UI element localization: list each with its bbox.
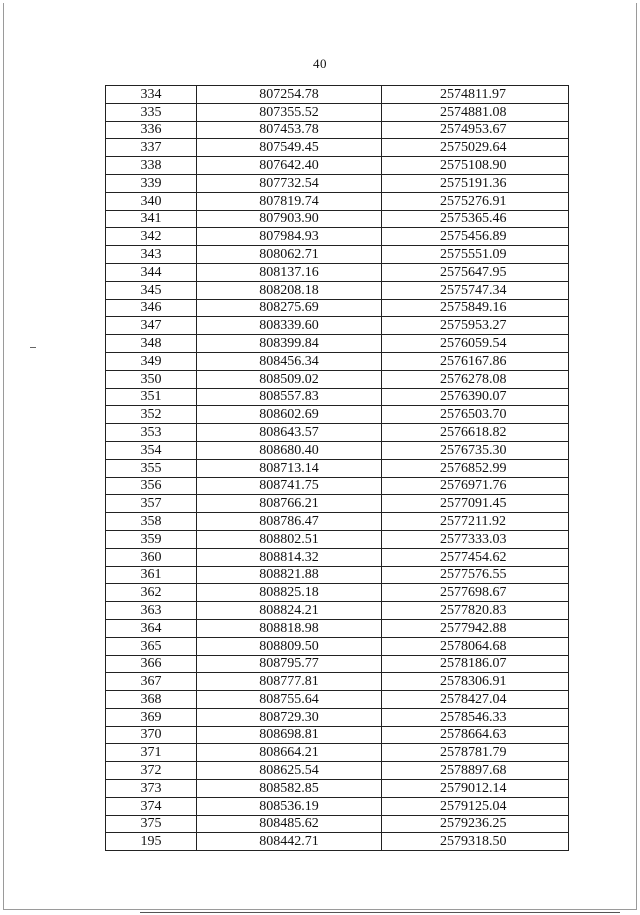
- y-coordinate-cell: 2577698.67: [382, 584, 569, 602]
- x-coordinate-cell: 808713.14: [197, 459, 382, 477]
- table-row: [106, 86, 569, 104]
- point-number-cell: 373: [106, 780, 197, 798]
- table-row: [106, 263, 569, 281]
- table-row: [106, 406, 569, 424]
- x-coordinate-cell: 808664.21: [197, 744, 382, 762]
- y-coordinate-cell: 2579236.25: [382, 815, 569, 833]
- x-coordinate-cell: 808557.83: [197, 388, 382, 406]
- point-number-cell: 364: [106, 619, 197, 637]
- point-number-cell: 354: [106, 441, 197, 459]
- x-coordinate-cell: 807453.78: [197, 121, 382, 139]
- table-row: [106, 655, 569, 673]
- point-number-cell: 195: [106, 833, 197, 851]
- x-coordinate-cell: 807984.93: [197, 228, 382, 246]
- table-row: [106, 691, 569, 709]
- table-row: [106, 370, 569, 388]
- y-coordinate-cell: 2578781.79: [382, 744, 569, 762]
- point-number-cell: 372: [106, 762, 197, 780]
- y-coordinate-cell: 2577454.62: [382, 548, 569, 566]
- coordinate-table: [105, 85, 569, 851]
- table-row: [106, 228, 569, 246]
- y-coordinate-cell: 2577211.92: [382, 513, 569, 531]
- table-row: [106, 103, 569, 121]
- bottom-rule: [140, 912, 620, 913]
- table-row: [106, 815, 569, 833]
- point-number-cell: 363: [106, 602, 197, 620]
- x-coordinate-cell: 808442.71: [197, 833, 382, 851]
- x-coordinate-cell: 808766.21: [197, 495, 382, 513]
- x-coordinate-cell: 807642.40: [197, 157, 382, 175]
- x-coordinate-cell: 808062.71: [197, 246, 382, 264]
- y-coordinate-cell: 2578186.07: [382, 655, 569, 673]
- point-number-cell: 341: [106, 210, 197, 228]
- margin-mark: [30, 347, 36, 348]
- y-coordinate-cell: 2578897.68: [382, 762, 569, 780]
- table-row: [106, 424, 569, 442]
- table-row: [106, 139, 569, 157]
- point-number-cell: 337: [106, 139, 197, 157]
- point-number-cell: 339: [106, 174, 197, 192]
- x-coordinate-cell: 807254.78: [197, 86, 382, 104]
- y-coordinate-cell: 2575953.27: [382, 317, 569, 335]
- point-number-cell: 356: [106, 477, 197, 495]
- x-coordinate-cell: 808824.21: [197, 602, 382, 620]
- x-coordinate-cell: 808399.84: [197, 335, 382, 353]
- point-number-cell: 359: [106, 530, 197, 548]
- x-coordinate-cell: 808741.75: [197, 477, 382, 495]
- table-row: [106, 584, 569, 602]
- x-coordinate-cell: 808698.81: [197, 726, 382, 744]
- table-row: [106, 602, 569, 620]
- point-number-cell: 361: [106, 566, 197, 584]
- y-coordinate-cell: 2578427.04: [382, 691, 569, 709]
- y-coordinate-cell: 2577942.88: [382, 619, 569, 637]
- y-coordinate-cell: 2575456.89: [382, 228, 569, 246]
- x-coordinate-cell: 808536.19: [197, 797, 382, 815]
- x-coordinate-cell: 808208.18: [197, 281, 382, 299]
- y-coordinate-cell: 2575191.36: [382, 174, 569, 192]
- point-number-cell: 366: [106, 655, 197, 673]
- point-number-cell: 357: [106, 495, 197, 513]
- table-row: [106, 317, 569, 335]
- x-coordinate-cell: 808275.69: [197, 299, 382, 317]
- point-number-cell: 336: [106, 121, 197, 139]
- y-coordinate-cell: 2579012.14: [382, 780, 569, 798]
- y-coordinate-cell: 2574881.08: [382, 103, 569, 121]
- point-number-cell: 343: [106, 246, 197, 264]
- table-row: [106, 780, 569, 798]
- table-row: [106, 619, 569, 637]
- table-row: [106, 335, 569, 353]
- point-number-cell: 340: [106, 192, 197, 210]
- table-row: [106, 708, 569, 726]
- y-coordinate-cell: 2576852.99: [382, 459, 569, 477]
- table-row: [106, 495, 569, 513]
- page-number: 40: [313, 56, 327, 71]
- point-number-cell: 360: [106, 548, 197, 566]
- x-coordinate-cell: 807355.52: [197, 103, 382, 121]
- y-coordinate-cell: 2578306.91: [382, 673, 569, 691]
- y-coordinate-cell: 2576735.30: [382, 441, 569, 459]
- x-coordinate-cell: 807903.90: [197, 210, 382, 228]
- table-row: [106, 548, 569, 566]
- point-number-cell: 355: [106, 459, 197, 477]
- y-coordinate-cell: 2578664.63: [382, 726, 569, 744]
- x-coordinate-cell: 808818.98: [197, 619, 382, 637]
- point-number-cell: 353: [106, 424, 197, 442]
- table-row: [106, 637, 569, 655]
- point-number-cell: 370: [106, 726, 197, 744]
- point-number-cell: 335: [106, 103, 197, 121]
- point-number-cell: 362: [106, 584, 197, 602]
- y-coordinate-cell: 2577576.55: [382, 566, 569, 584]
- y-coordinate-cell: 2575747.34: [382, 281, 569, 299]
- table-row: [106, 726, 569, 744]
- x-coordinate-cell: 808680.40: [197, 441, 382, 459]
- x-coordinate-cell: 808137.16: [197, 263, 382, 281]
- table-row: [106, 744, 569, 762]
- y-coordinate-cell: 2575365.46: [382, 210, 569, 228]
- table-row: [106, 388, 569, 406]
- point-number-cell: 342: [106, 228, 197, 246]
- x-coordinate-cell: 808643.57: [197, 424, 382, 442]
- table-row: [106, 352, 569, 370]
- y-coordinate-cell: 2576059.54: [382, 335, 569, 353]
- point-number-cell: 349: [106, 352, 197, 370]
- table-row: [106, 441, 569, 459]
- point-number-cell: 348: [106, 335, 197, 353]
- x-coordinate-cell: 808456.34: [197, 352, 382, 370]
- point-number-cell: 347: [106, 317, 197, 335]
- point-number-cell: 369: [106, 708, 197, 726]
- table-row: [106, 299, 569, 317]
- x-coordinate-cell: 808802.51: [197, 530, 382, 548]
- point-number-cell: 371: [106, 744, 197, 762]
- point-number-cell: 374: [106, 797, 197, 815]
- table-row: [106, 566, 569, 584]
- point-number-cell: 344: [106, 263, 197, 281]
- x-coordinate-cell: 807819.74: [197, 192, 382, 210]
- x-coordinate-cell: 807549.45: [197, 139, 382, 157]
- y-coordinate-cell: 2574953.67: [382, 121, 569, 139]
- point-number-cell: 365: [106, 637, 197, 655]
- y-coordinate-cell: 2575647.95: [382, 263, 569, 281]
- x-coordinate-cell: 808485.62: [197, 815, 382, 833]
- table-row: [106, 673, 569, 691]
- point-number-cell: 338: [106, 157, 197, 175]
- table-row: [106, 797, 569, 815]
- x-coordinate-cell: 808795.77: [197, 655, 382, 673]
- table-row: [106, 513, 569, 531]
- y-coordinate-cell: 2576278.08: [382, 370, 569, 388]
- x-coordinate-cell: 808809.50: [197, 637, 382, 655]
- y-coordinate-cell: 2576503.70: [382, 406, 569, 424]
- y-coordinate-cell: 2577820.83: [382, 602, 569, 620]
- y-coordinate-cell: 2578064.68: [382, 637, 569, 655]
- y-coordinate-cell: 2576971.76: [382, 477, 569, 495]
- x-coordinate-cell: 808814.32: [197, 548, 382, 566]
- y-coordinate-cell: 2579318.50: [382, 833, 569, 851]
- table-row: [106, 833, 569, 851]
- table-row: [106, 174, 569, 192]
- x-coordinate-cell: 808821.88: [197, 566, 382, 584]
- table-row: [106, 459, 569, 477]
- table-row: [106, 121, 569, 139]
- y-coordinate-cell: 2578546.33: [382, 708, 569, 726]
- x-coordinate-cell: 808786.47: [197, 513, 382, 531]
- point-number-cell: 334: [106, 86, 197, 104]
- y-coordinate-cell: 2576167.86: [382, 352, 569, 370]
- x-coordinate-cell: 808582.85: [197, 780, 382, 798]
- y-coordinate-cell: 2576618.82: [382, 424, 569, 442]
- point-number-cell: 367: [106, 673, 197, 691]
- point-number-cell: 375: [106, 815, 197, 833]
- point-number-cell: 368: [106, 691, 197, 709]
- y-coordinate-cell: 2575108.90: [382, 157, 569, 175]
- y-coordinate-cell: 2575849.16: [382, 299, 569, 317]
- y-coordinate-cell: 2575276.91: [382, 192, 569, 210]
- y-coordinate-cell: 2575029.64: [382, 139, 569, 157]
- x-coordinate-cell: 808729.30: [197, 708, 382, 726]
- y-coordinate-cell: 2579125.04: [382, 797, 569, 815]
- table-row: [106, 192, 569, 210]
- table-row: [106, 157, 569, 175]
- y-coordinate-cell: 2575551.09: [382, 246, 569, 264]
- x-coordinate-cell: 808339.60: [197, 317, 382, 335]
- x-coordinate-cell: 808825.18: [197, 584, 382, 602]
- point-number-cell: 352: [106, 406, 197, 424]
- x-coordinate-cell: 808625.54: [197, 762, 382, 780]
- point-number-cell: 351: [106, 388, 197, 406]
- x-coordinate-cell: 808509.02: [197, 370, 382, 388]
- coordinate-table-body: [106, 86, 569, 851]
- x-coordinate-cell: 807732.54: [197, 174, 382, 192]
- table-row: [106, 246, 569, 264]
- y-coordinate-cell: 2577333.03: [382, 530, 569, 548]
- x-coordinate-cell: 808777.81: [197, 673, 382, 691]
- point-number-cell: 358: [106, 513, 197, 531]
- table-row: [106, 281, 569, 299]
- point-number-cell: 346: [106, 299, 197, 317]
- y-coordinate-cell: 2577091.45: [382, 495, 569, 513]
- x-coordinate-cell: 808755.64: [197, 691, 382, 709]
- table-row: [106, 530, 569, 548]
- y-coordinate-cell: 2574811.97: [382, 86, 569, 104]
- y-coordinate-cell: 2576390.07: [382, 388, 569, 406]
- point-number-cell: 350: [106, 370, 197, 388]
- table-row: [106, 477, 569, 495]
- table-row: [106, 210, 569, 228]
- point-number-cell: 345: [106, 281, 197, 299]
- table-row: [106, 762, 569, 780]
- x-coordinate-cell: 808602.69: [197, 406, 382, 424]
